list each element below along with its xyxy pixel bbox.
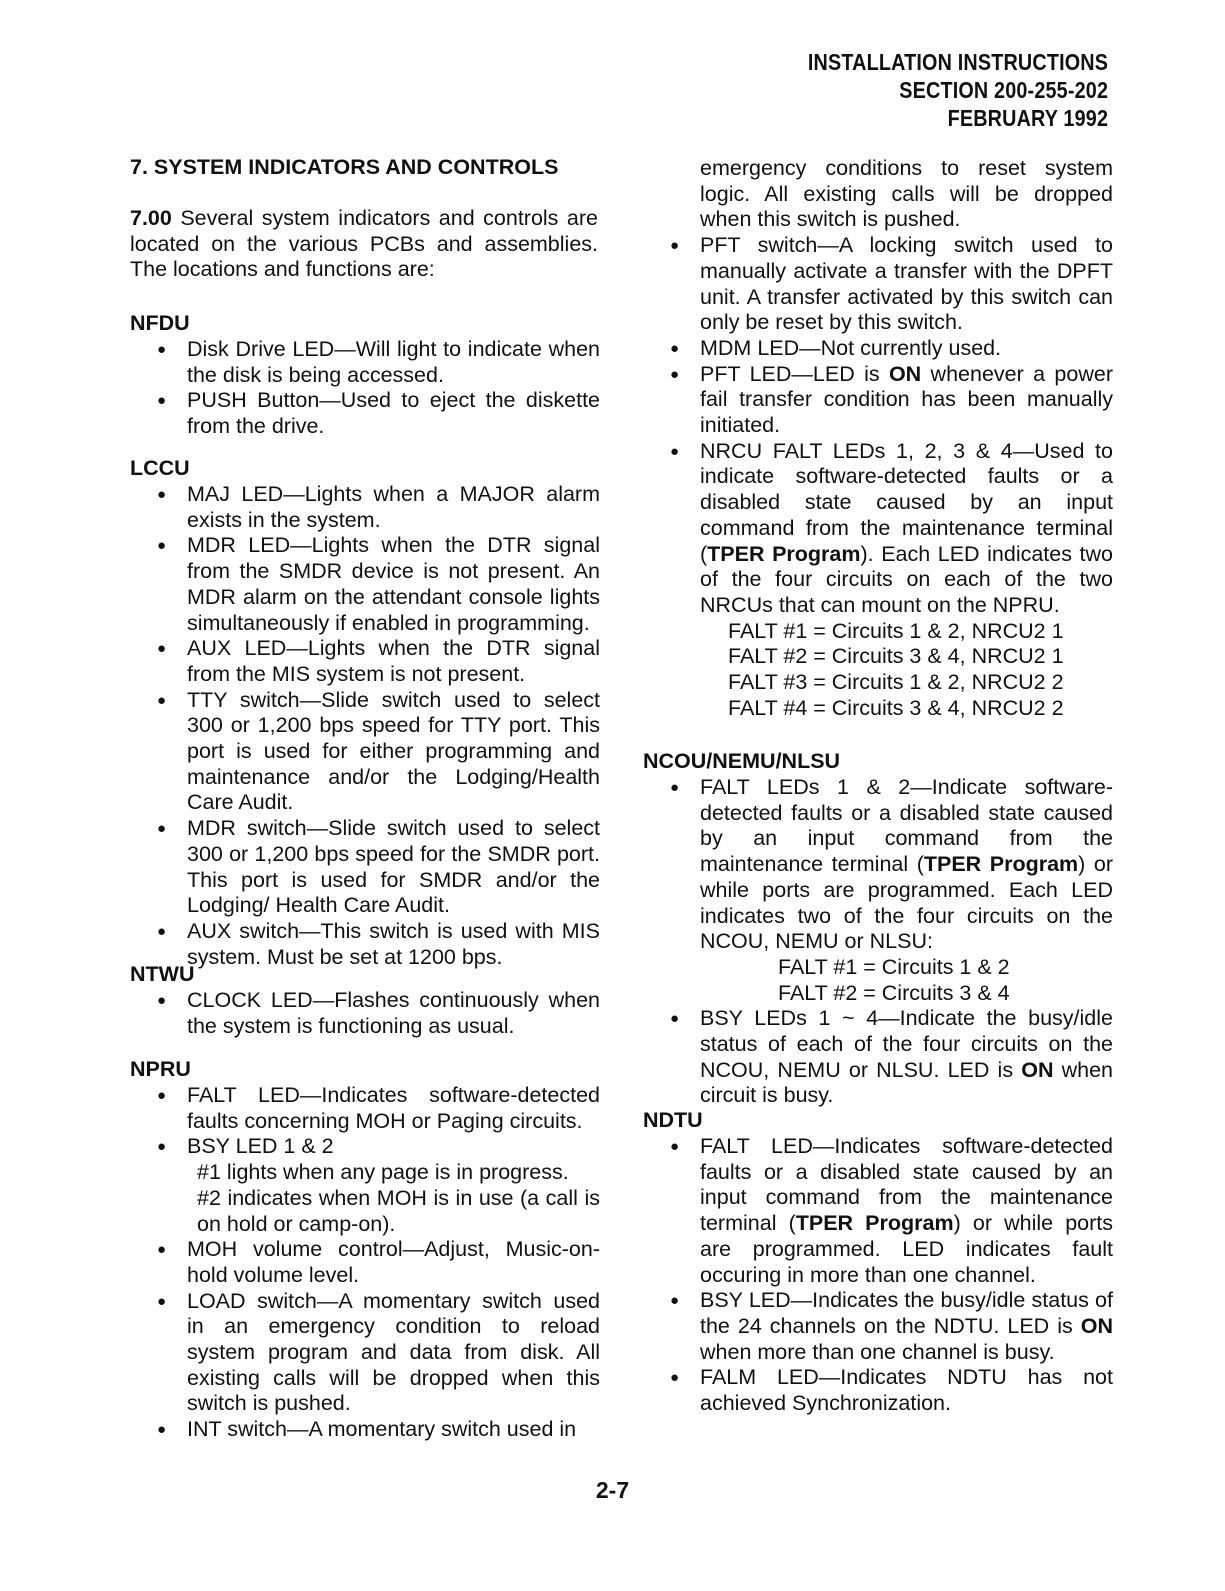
- ndtu-falt-text: FALT LED—Indicates software-detected faults or a disabled state caused by an input command from the maintenance terminal (: [700, 1134, 1113, 1236]
- list-item: ● FALM LED—Indicates NDTU has not achieved Synchronization.: [643, 1365, 1113, 1416]
- nfdu-heading: NFDU: [130, 311, 190, 335]
- ndtu-heading: NDTU: [643, 1108, 703, 1132]
- pft-led-text-end: whenever a power fail transfer condition has been manually initiated.: [700, 361, 1113, 438]
- npru-heading: NPRU: [130, 1057, 191, 1081]
- document-header: [808, 48, 1108, 132]
- intro-paragraph: [130, 206, 598, 283]
- ncou-falt-text: FALT LEDs 1 & 2—Indicate software-detected faults or a disabled state caused by an input command from the maintenance terminal (: [700, 775, 1113, 877]
- list-item: ● INT switch—A momentary switch used in: [130, 1417, 600, 1443]
- list-item: ● AUX switch—This switch is used with MIS system. Must be set at 1200 bps.: [130, 919, 600, 970]
- ncou-heading: NCOU/NEMU/NLSU: [643, 749, 841, 773]
- tper-program-label: TPER Program: [707, 541, 861, 566]
- list-subitem: #2 indicates when MOH is in use (a call is on hold or camp-on).: [197, 1185, 600, 1236]
- falt-row: FALT #3 = Circuits 1 & 2, NRCU2 2: [728, 670, 1064, 695]
- list-item: [643, 362, 1113, 439]
- ndtu-list: [643, 1134, 1113, 1417]
- list-subitem: #1 lights when any page is in progress.: [197, 1160, 569, 1185]
- npru-list-continued: [643, 156, 1113, 721]
- ncou-list: [643, 775, 1113, 1109]
- list-item: [643, 1006, 1113, 1109]
- list-item: ● TTY switch—Slide switch used to select 300 or 1,200 bps speed for TTY port. This port is used for either programming and maintenance and/or the Lodging/Health Care Audit.: [130, 688, 600, 817]
- list-item: ● MAJ LED—Lights when a MAJOR alarm exists in the system.: [130, 482, 600, 533]
- list-item: ● PUSH Button—Used to eject the diskette from the drive.: [130, 388, 600, 439]
- list-item-continued: emergency conditions to reset system logic. All existing calls will be dropped when this switch is pushed.: [700, 156, 1113, 232]
- on-label: ON: [1021, 1057, 1054, 1082]
- ndtu-bsy-text: BSY LED—Indicates the busy/idle status of the 24 channels on the NDTU. LED is: [700, 1288, 1113, 1338]
- falt-row: FALT #1 = Circuits 1 & 2, NRCU2 1: [728, 618, 1064, 643]
- nrcu-text: NRCU FALT LEDs 1, 2, 3 & 4—Used to indicate software-detected faults or a disabled state caused by an input command from the maintenance terminal (: [700, 438, 1113, 566]
- list-item: [643, 1134, 1113, 1288]
- ntwu-list: [130, 988, 600, 1039]
- ndtu-bsy-text-end: when more than one channel is busy.: [700, 1339, 1055, 1364]
- list-item: [643, 1288, 1113, 1365]
- ncou-falt-text-end: ) or while ports are programmed. Each LED indicates two of the four circuits on the NCOU, NEMU or NLSU:: [700, 852, 1114, 954]
- list-item: ● MDR switch—Slide switch used to select 300 or 1,200 bps speed for the SMDR port. This port is used for SMDR and/or the Lodging/ Health Care Audit.: [130, 816, 600, 919]
- npru-list: [130, 1083, 600, 1443]
- falt-row: FALT #1 = Circuits 1 & 2: [778, 954, 1010, 979]
- list-item: [643, 439, 1113, 619]
- falt-row: FALT #2 = Circuits 3 & 4, NRCU2 1: [728, 644, 1064, 669]
- list-item: ● AUX LED—Lights when the DTR signal from the MIS system is not present.: [130, 636, 600, 687]
- list-item: ● PFT switch—A locking switch used to manually activate a transfer with the DPFT unit. A transfer activated by this switch can only be reset by this switch.: [643, 233, 1113, 336]
- tper-program-label: TPER Program: [923, 852, 1079, 877]
- on-label: ON: [1080, 1313, 1113, 1338]
- ntwu-heading: NTWU: [130, 962, 195, 986]
- list-item: ● Disk Drive LED—Will light to indicate when the disk is being accessed.: [130, 337, 600, 388]
- list-item: [643, 775, 1113, 955]
- pft-led-text: PFT LED—LED is: [700, 361, 889, 386]
- header-section: SECTION 200-255-202: [899, 77, 1108, 103]
- list-item: ● BSY LED 1 & 2: [130, 1134, 600, 1160]
- intro-number: 7.00: [130, 206, 172, 230]
- ncou-bsy-text: BSY LEDs 1 ~ 4—Indicate the busy/idle status of each of the four circuits on the NCOU, NEMU or NLSU. LED is: [700, 1006, 1113, 1082]
- list-item: ● LOAD switch—A momentary switch used in an emergency condition to reload system program and data from disk. All existing calls will be dropped when this switch is pushed.: [130, 1289, 600, 1418]
- lccu-heading: LCCU: [130, 456, 190, 480]
- list-item: ● MOH volume control—Adjust, Music-on-hold volume level.: [130, 1237, 600, 1288]
- nfdu-list: [130, 337, 600, 440]
- intro-text: Several system indicators and controls are located on the various PCBs and assemblies. The locations and functions are:: [130, 206, 598, 282]
- nrcu-text-end: ). Each LED indicates two of the four circuits on each of the two NRCUs that can mount on the NPRU.: [700, 541, 1114, 617]
- list-item: ● MDM LED—Not currently used.: [643, 336, 1113, 362]
- list-item: ● MDR LED—Lights when the DTR signal from the SMDR device is not present. An MDR alarm on the attendant console lights simultaneously if enabled in programming.: [130, 533, 600, 636]
- header-title: INSTALLATION INSTRUCTIONS: [807, 49, 1108, 75]
- tper-program-label: TPER Program: [795, 1211, 954, 1236]
- header-date: FEBRUARY 1992: [947, 105, 1108, 131]
- list-item: ● FALT LED—Indicates software-detected faults concerning MOH or Paging circuits.: [130, 1083, 600, 1134]
- page-number: 2-7: [595, 1477, 630, 1503]
- list-item: ● CLOCK LED—Flashes continuously when the system is functioning as usual.: [130, 988, 600, 1039]
- on-label: ON: [888, 361, 922, 386]
- lccu-list: [130, 482, 600, 970]
- ncou-bsy-text-end: when circuit is busy.: [700, 1057, 1114, 1108]
- ndtu-falt-text-end: ) or while ports are programmed. LED indicates fault occuring in more than one channel.: [700, 1211, 1113, 1287]
- section-title: 7. SYSTEM INDICATORS AND CONTROLS: [130, 155, 559, 179]
- falt-row: FALT #2 = Circuits 3 & 4: [778, 980, 1010, 1005]
- falt-row: FALT #4 = Circuits 3 & 4, NRCU2 2: [728, 695, 1064, 720]
